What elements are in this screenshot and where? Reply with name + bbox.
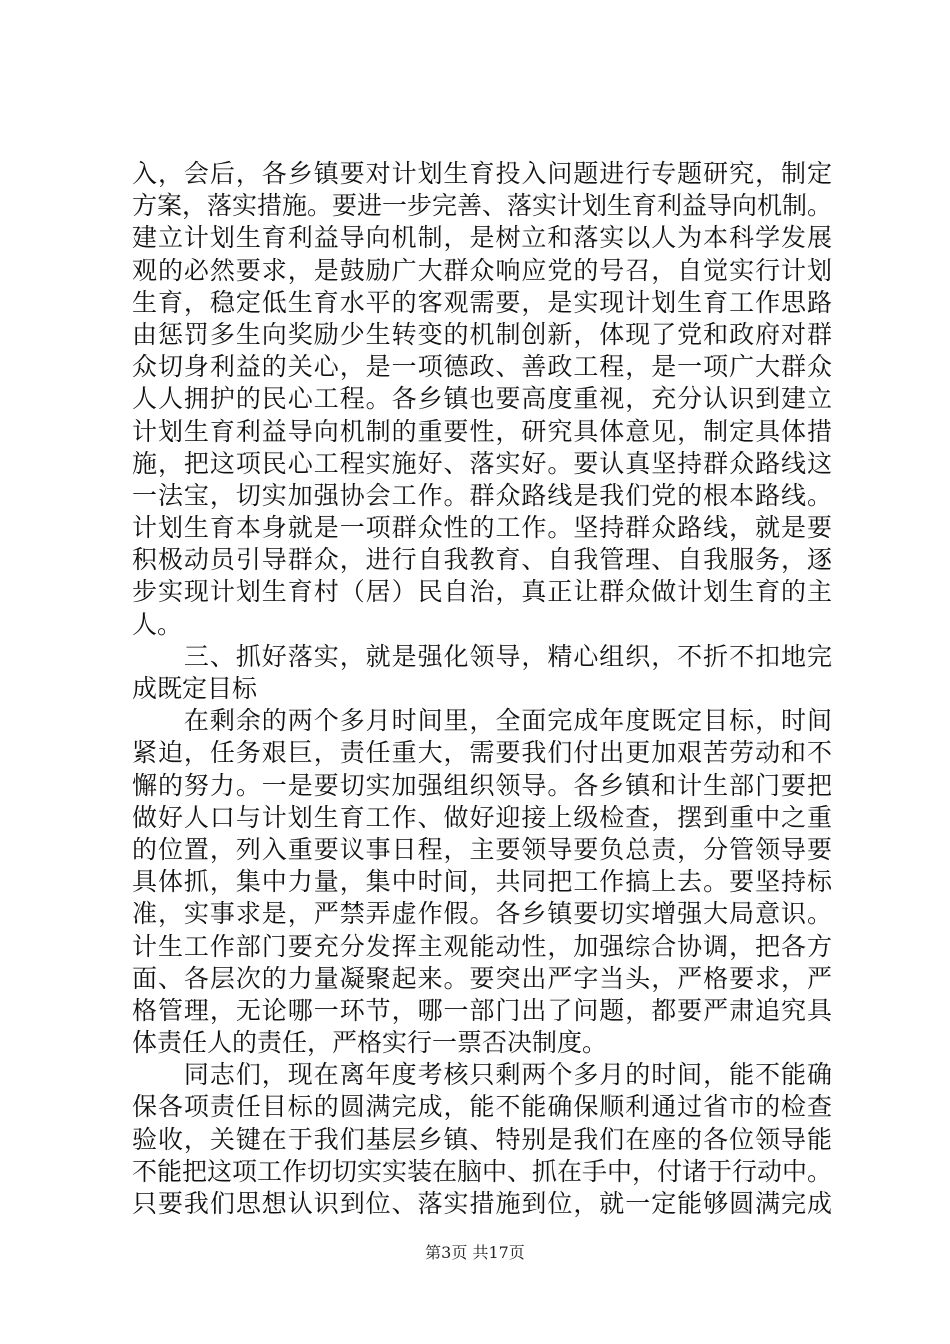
text-line: 由惩罚多生向奖励少生转变的机制创新，体现了党和政府对群 [132,319,832,349]
text-line: 不能把这项工作切切实实装在脑中、抓在手中，付诸于行动中。 [132,1156,833,1186]
text-line: 建立计划生育利益导向机制，是树立和落实以人为本科学发展 [132,223,832,253]
text-line: 步实现计划生育村（居）民自治，真正让群众做计划生育的主 [132,577,832,607]
text-line: 计生工作部门要充分发挥主观能动性，加强综合协调，把各方 [132,931,832,961]
text-line: 的位置，列入重要议事日程，主要领导要负总责，分管领导要 [132,834,832,864]
text-line: 一法宝，切实加强协会工作。群众路线是我们党的根本路线。 [132,480,832,510]
text-line: 在剩余的两个多月时间里，全面完成年度既定目标，时间 [132,706,832,736]
text-line: 面、各层次的力量凝聚起来。要突出严字当头，严格要求，严 [132,963,832,993]
text-line: 三、抓好落实，就是强化领导，精心组织，不折不扣地完 [132,641,832,671]
text-line: 人。 [132,609,183,639]
text-line: 生育，稳定低生育水平的客观需要，是实现计划生育工作思路 [132,287,832,317]
text-line: 格管理，无论哪一环节，哪一部门出了问题，都要严肃追究具 [132,995,832,1025]
text-line: 人人拥护的民心工程。各乡镇也要高度重视，充分认识到建立 [132,384,832,414]
body-text [132,158,832,1220]
text-line: 施，把这项民心工程实施好、落实好。要认真坚持群众路线这 [132,448,832,478]
text-line: 方案，落实措施。要进一步完善、落实计划生育利益导向机制。 [132,191,833,221]
text-line: 准，实事求是，严禁弄虚作假。各乡镇要切实增强大局意识。 [132,899,832,929]
text-line: 懈的努力。一是要切实加强组织领导。各乡镇和计生部门要把 [132,770,832,800]
text-line: 体责任人的责任，严格实行一票否决制度。 [132,1028,608,1058]
text-line: 入，会后，各乡镇要对计划生育投入问题进行专题研究，制定 [132,159,832,188]
text-line: 具体抓，集中力量，集中时间，共同把工作搞上去。要坚持标 [132,867,832,897]
text-line: 同志们，现在离年度考核只剩两个多月的时间，能不能确 [132,1060,832,1090]
text-line: 成既定目标 [132,674,258,703]
text-line: 计划生育本身就是一项群众性的工作。坚持群众路线，就是要 [132,513,832,543]
text-line: 验收，关键在于我们基层乡镇、特别是我们在座的各位领导能 [132,1124,832,1154]
text-line: 计划生育利益导向机制的重要性，研究具体意见，制定具体措 [132,416,832,446]
page-footer: 第3页 共17页 [425,1243,525,1262]
text-line: 众切身利益的关心，是一项德政、善政工程，是一项广大群众 [132,352,832,382]
text-line: 保各项责任目标的圆满完成，能不能确保顺利通过省市的检查 [132,1092,832,1122]
text-line: 只要我们思想认识到位、落实措施到位，就一定能够圆满完成 [132,1189,832,1218]
text-line: 观的必然要求，是鼓励广大群众响应党的号召，自觉实行计划 [132,255,832,285]
text-line: 紧迫，任务艰巨，责任重大，需要我们付出更加艰苦劳动和不 [132,738,832,768]
text-line: 做好人口与计划生育工作、做好迎接上级检查，摆到重中之重 [132,802,832,832]
text-line: 积极动员引导群众，进行自我教育、自我管理、自我服务，逐 [132,545,832,575]
